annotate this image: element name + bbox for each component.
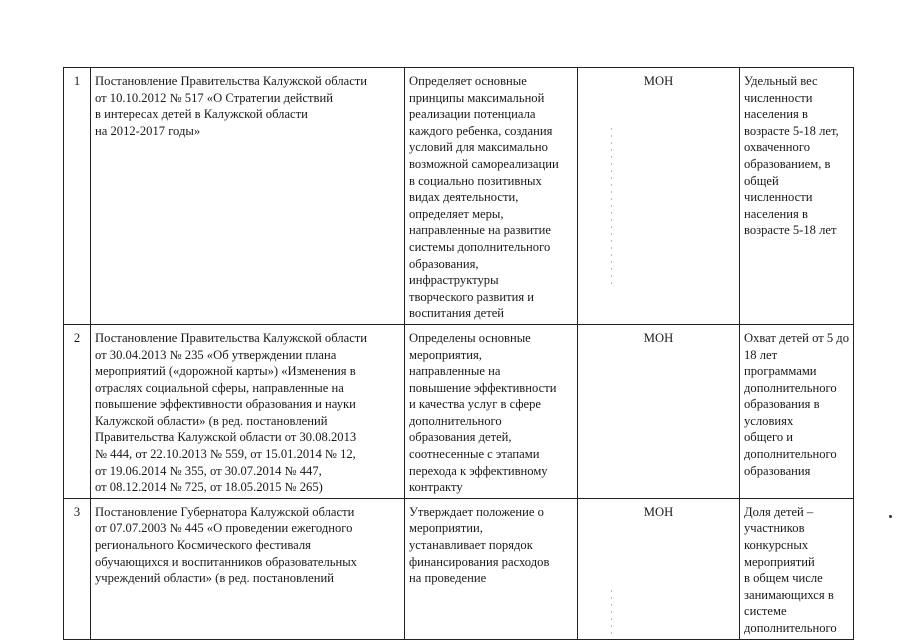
- indicator: Удельный вес численности населения в возрасте 5-18 лет, охваченного образованием, в общей численности населения в возрасте 5-18 лет: [740, 68, 854, 325]
- scan-speck: [889, 515, 892, 518]
- document-title: Постановление Правительства Калужской области от 10.10.2012 № 517 «О Стратегии действий в интересах детей в Калужской области на 2012-2017 годы»: [91, 68, 405, 325]
- table-row: [64, 324, 854, 498]
- row-number: 2: [64, 324, 91, 498]
- document-title: Постановление Правительства Калужской области от 30.04.2013 № 235 «Об утверждении плана мероприятий («дорожной карты») «Изменения в отраслях социальной сферы, направленные на повышение эффективности образования и науки Калужской области» (в ред. постановлений Правительства Калужской области от 30.08.2013 № 444, от 22.10.2013 № 559, от 15.01.2014 № 12, от 19.06.2014 № 355, от 30.07.2014 № 447, от 08.12.2014 № 725, от 18.05.2015 № 265): [91, 324, 405, 498]
- indicator: Доля детей – участников конкурсных мероприятий в общем числе занимающихся в системе дополнительного: [740, 498, 854, 639]
- document-title: Постановление Губернатора Калужской области от 07.07.2003 № 445 «О проведении ежегодного регионального Космического фестиваля обучающихся и воспитанников образовательных учреждений области» (в ред. постановлений: [91, 498, 405, 639]
- scan-artifact: [611, 128, 612, 288]
- document-description: Определяет основные принципы максимальной реализации потенциала каждого ребенка, создания условий для максимально возможной самореализации в социально позитивных видах деятельности, определяет меры, направленные на развитие системы дополнительного образования, инфраструктуры творческого развития и воспитания детей: [405, 68, 578, 325]
- table-row: [64, 68, 854, 325]
- scan-artifact: [611, 590, 612, 635]
- programs-table: [63, 67, 854, 640]
- document-description: Определены основные мероприятия, направленные на повышение эффективности и качества услуг в сфере дополнительного образования детей, соотнесенные с этапами перехода к эффективному контракту: [405, 324, 578, 498]
- executor: МОН: [578, 68, 740, 325]
- indicator: Охват детей от 5 до 18 лет программами дополнительного образования в условиях общего и дополнительного образования: [740, 324, 854, 498]
- executor: МОН: [578, 324, 740, 498]
- executor: МОН: [578, 498, 740, 639]
- table-row: [64, 498, 854, 639]
- row-number: 3: [64, 498, 91, 639]
- row-number: 1: [64, 68, 91, 325]
- document-description: Утверждает положение о мероприятии, устанавливает порядок финансирования расходов на проведение: [405, 498, 578, 639]
